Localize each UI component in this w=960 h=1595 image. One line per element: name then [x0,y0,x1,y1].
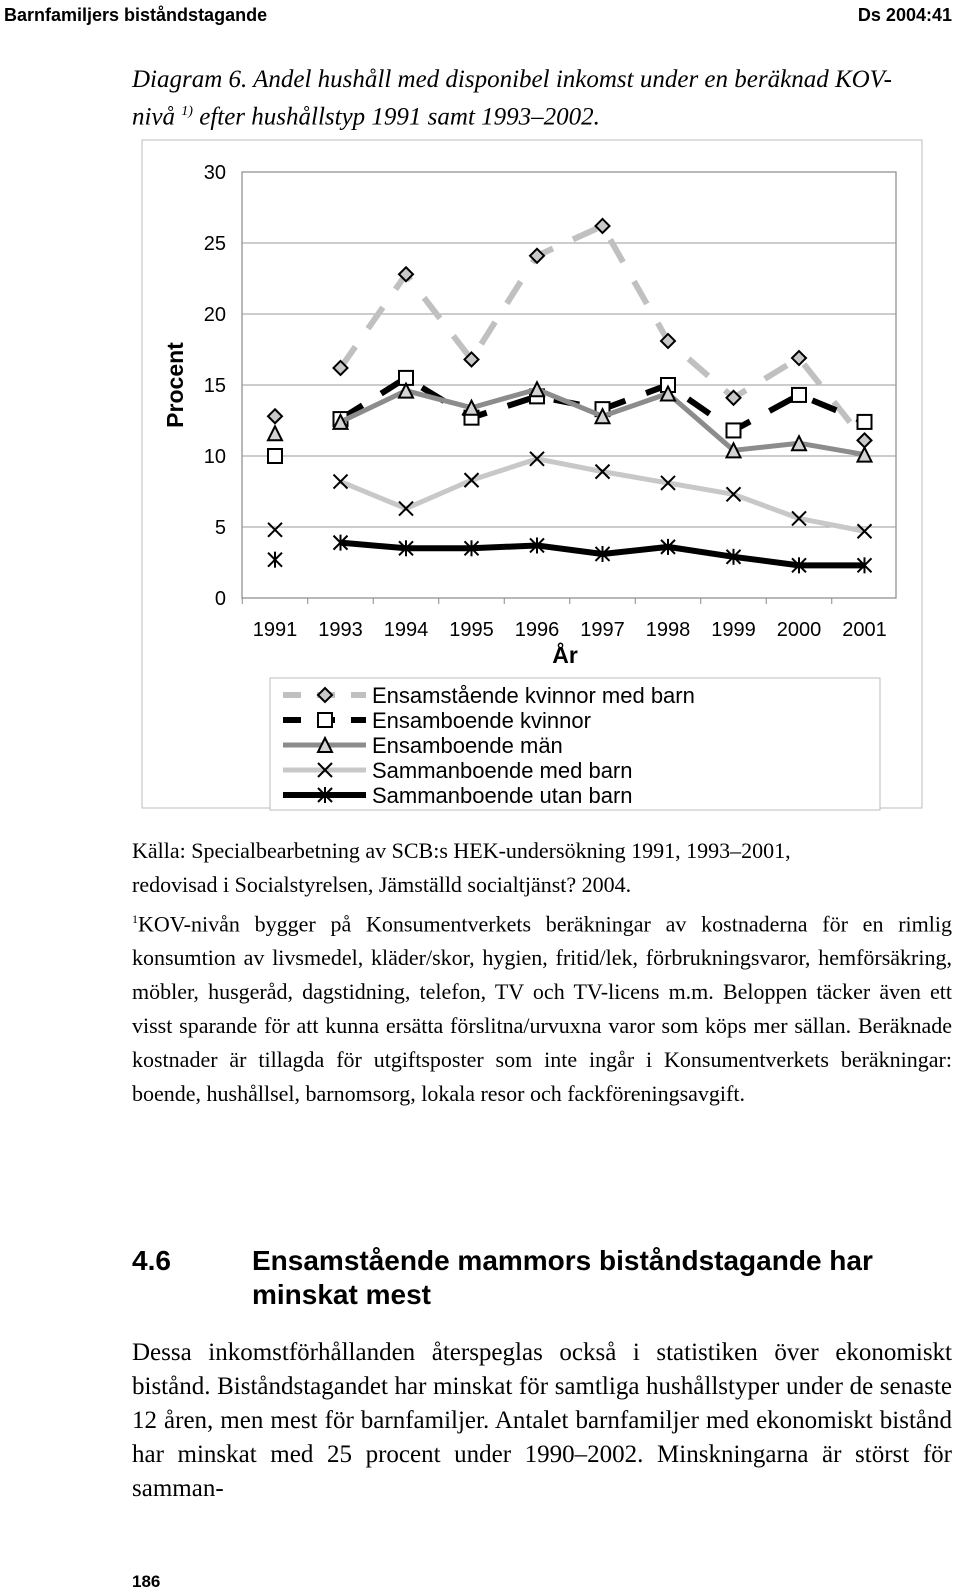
square-marker [318,713,332,727]
x-tick-label: 1997 [580,619,625,641]
x-tick-label: 1995 [449,619,494,641]
body-paragraph: Dessa inkomstförhållanden återspeglas också i statistiken över ekonomiskt bistånd. Biståndstagandet har minskat för samtliga hushållstyper under de senaste 12 åren, men mest för barnfamiljer. Antalet barnfamiljer med ekonomiskt bistånd har minskat med 25 procent under 1990–2002. Minskningarna är störst för samman- [132,1339,952,1502]
x-tick-label: 1999 [711,619,756,641]
y-axis-title: Procent [162,342,188,428]
x-tick-label: 2001 [842,619,887,641]
section-number: 4.6 [132,1245,171,1276]
y-tick-label: 0 [214,588,226,610]
section-heading: Ensamstående mammors biståndstagande har minskat mest [252,1245,873,1310]
source-line1: Källa: Specialbearbetning av SCB:s HEK-undersökning 1991, 1993–2001, [132,838,791,863]
caption-line2-end: efter hushållstyp 1991 samt 1993–2002. [192,103,600,131]
y-tick-label: 15 [203,375,226,397]
square-marker [858,415,872,429]
footnote [132,902,952,1111]
square-marker [268,449,282,463]
caption-line2-start: nivå [132,103,176,131]
x-tick-label: 1994 [383,619,429,641]
y-tick-label: 5 [214,517,226,539]
footnote-marker: 1 [132,912,138,926]
x-tick-label: 1991 [252,619,298,641]
legend-label: Sammanboende utan barn [372,783,633,808]
source-note [132,834,952,902]
page-number: 186 [132,1572,161,1591]
source-line2: redovisad i Socialstyrelsen, Jämställd socialtjänst? 2004. [132,872,632,897]
y-tick-label: 10 [203,446,226,468]
legend-label: Ensamstående kvinnor med barn [372,683,695,708]
y-tick-label: 30 [203,162,226,184]
y-tick-label: 25 [203,233,226,255]
x-tick-label: 1993 [318,619,363,641]
caption-line1: Diagram 6. Andel hushåll med disponibel inkomst under en beräknad KOV- [132,66,892,93]
running-header-title: Barnfamiljers biståndstagande [4,5,268,25]
footnote-text: KOV-nivån bygger på Konsumentverkets beräkningar av kostnaderna för en rimlig konsumtion av livsmedel, kläder/skor, hygien, fritid/lek, förbrukningsvaror, hemförsäkring, möbler, husgeråd, dagstidning, telefon, TV och TV-licens m.m. Beloppen täcker även ett visst sparande för att kunna ersätta förslitna/urvuxna varor som köps mer sällan. Beräknade kostnader är tillagda för utgiftsposter som inte ingår i Konsumentverkets beräkningar: boende, hushållsel, barnomsorg, lokala resor och fackföreningsavgift. [132,911,952,1107]
x-axis-title: År [552,642,578,668]
legend-label: Ensamboende män [372,733,563,758]
y-tick-label: 20 [203,304,226,326]
x-tick-label: 1998 [645,619,691,641]
square-marker [792,388,806,402]
x-tick-label: 2000 [776,619,822,641]
square-marker [727,423,741,437]
legend-label: Ensamboende kvinnor [372,708,591,733]
caption-footnote-ref: 1) [181,104,193,119]
legend-label: Sammanboende med barn [372,758,633,783]
running-header-report-number: Ds 2004:41 [857,5,952,25]
x-tick-label: 1996 [514,619,560,641]
